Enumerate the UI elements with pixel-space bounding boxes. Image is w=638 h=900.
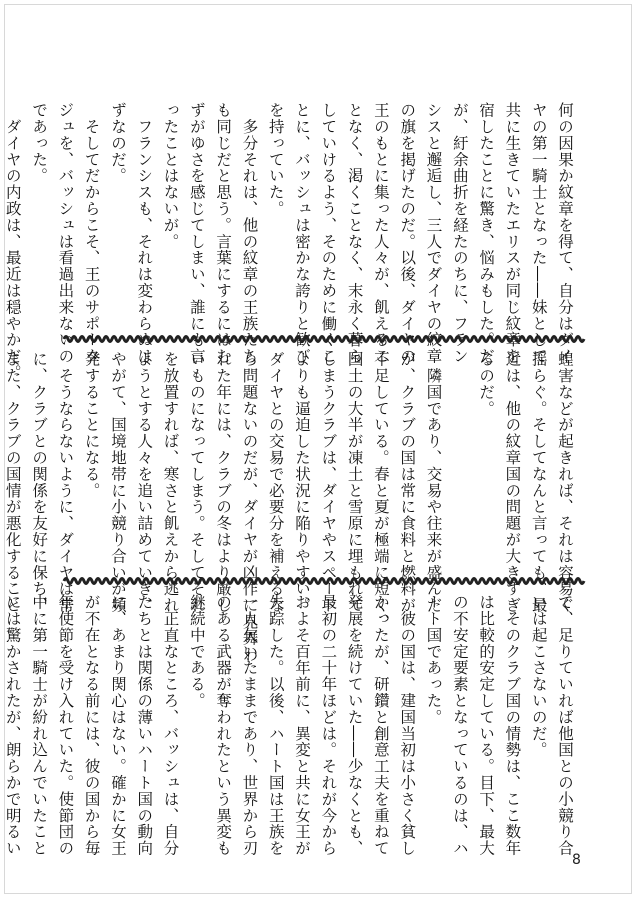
text-column: に、あまり関心はない。確かに女王 (108, 594, 127, 857)
text-column: には驚かされたが、朗らかで明るい (3, 594, 22, 857)
text-column: いものになってしまう。そしてそれ (187, 351, 206, 614)
text-column: ダイヤの内政は、最近は穏やかだ。 (3, 102, 22, 381)
text-column: ジュを、バッシュは看過出来ないの (56, 102, 75, 365)
text-column: 中に第一騎士が紛れ込んでいたこと (30, 594, 49, 857)
text-column: ようとする人々を追い詰めていき、 (135, 351, 154, 614)
text-column: 年使節を受け入れていた。使節団の (56, 594, 75, 857)
text-column: の不安定要素となっているのは、ハ (450, 594, 469, 857)
text-column: は比較的安定している。目下、最大 (477, 594, 496, 857)
text-column: そうならないように、ダイヤは常 (56, 351, 75, 614)
text-column: かったが、研鑽と創意工夫を重ねて (371, 594, 390, 857)
text-column: ート国であった。 (424, 594, 443, 726)
text-column (447, 351, 473, 577)
text-column: を放置すれば、寒さと飢えから逃れ (161, 351, 180, 614)
text-column: しまうクラブは、ダイヤやスペード (319, 351, 338, 614)
text-column: ずなのだ。 (108, 102, 127, 184)
text-column: のある武器が奪われたという異変も (214, 594, 233, 857)
text-column: 多分それは、他の紋章の王族たち (240, 102, 259, 365)
text-column: フランシスも、それは変わらぬは (135, 102, 154, 365)
text-column: およそ百年前に、異変と共に女王が (293, 594, 312, 857)
text-column: 揺らぐ。そしてなんと言っても、最 (529, 351, 548, 614)
text-column: るのだ。 (477, 351, 496, 417)
text-section-1 (3, 102, 578, 381)
text-column: ったことはないが。 (161, 102, 180, 250)
text-column: で、足りていれば他国との小競り合 (556, 594, 574, 857)
text-column: たちとは関係の薄いハート国の動向 (135, 594, 154, 857)
text-column: となく、渇くことなく、末永く暮ら (345, 102, 364, 365)
text-column: が、紆余曲折を経たのちに、フラン (450, 102, 469, 365)
text-column: ダイヤとの交易で必要分を補えるな (266, 351, 285, 614)
text-column: を持っていた。 (266, 102, 285, 217)
text-section-3 (3, 594, 578, 857)
text-column: であった。 (30, 102, 49, 184)
text-column: 王のもとに集った人々が、飢えるこ (371, 102, 390, 365)
wavy-divider (64, 575, 584, 587)
text-column: も同じだと思う。言葉にするにはむ (214, 102, 233, 365)
text-column: していけるよう、そのために働くこ (319, 102, 338, 365)
text-column: 発展を続けていた――少なくとも、 (345, 594, 364, 857)
text-column: 正直なところ、バッシュは、自分 (161, 594, 180, 857)
text-column: の旗を掲げたのだ。以後、ダイヤの (398, 102, 417, 365)
text-column: ずがゆさを感じてしまい、誰にも言 (187, 102, 206, 365)
text-column: 失踪した。以後、ハート国は王族を (266, 594, 285, 857)
text-column: 共に生きていたエリスが同じ紋章を (503, 102, 522, 365)
text-column: 継続中である。 (187, 594, 206, 709)
text-column: ヤの第一騎士となった――妹として (529, 102, 548, 365)
text-column: が不在となる前には、彼の国から毎 (82, 594, 101, 857)
text-column: 国土の大半が凍土と雪原に埋もれて (345, 351, 364, 614)
text-column: 発することになる。 (82, 351, 101, 499)
text-column: そしてだからこそ、王のサポータ (82, 102, 101, 365)
page-number: 8 (572, 852, 581, 868)
text-column: 宿したことに驚き、悩みもした。だ (477, 102, 496, 365)
text-column: よりも逼迫した状況に陥りやすい。 (293, 351, 312, 614)
text-column: 何の因果か紋章を得て、自分はダイ (556, 102, 574, 365)
text-column: 近は、他の紋章国の問題が大きすぎ (503, 351, 522, 614)
text-column: シスと邂逅し、三人でダイヤの紋章 (424, 102, 443, 365)
text-column: また、クラブの国情が悪化すること (3, 351, 22, 614)
text-column: れた年には、クラブの冬はより厳し (214, 351, 233, 614)
wavy-divider (64, 333, 584, 345)
text-column: に、クラブとの関係を友好に保ち、 (30, 351, 49, 614)
text-column: いは起こさないのだ。 (529, 594, 548, 758)
text-column: そのクラブ国の情勢は、ここ数年 (503, 594, 522, 857)
text-column: 蝗害などが起きれば、それは容易く (556, 351, 574, 614)
text-column: 彼の国は、建国当初は小さく貧し (398, 594, 417, 857)
text-column: ら問題ないのだが、ダイヤが凶作に見舞わ (240, 351, 259, 663)
text-column: 一人欠いたままであり、世界から刃 (240, 594, 259, 857)
text-column: 最初の二十年ほどは。それが今から (319, 594, 338, 857)
text-column: が、クラブの国は常に食料と燃料が (398, 351, 417, 614)
text-column: とに、バッシュは密かな誇りと歓び (293, 102, 312, 365)
text-column: 不足している。春と夏が極端に短く、 (371, 351, 390, 630)
text-column: やがて、国境地帯に小競り合いが頻 (108, 351, 127, 614)
text-column: 隣国であり、交易や往来が盛んだ (424, 351, 443, 614)
